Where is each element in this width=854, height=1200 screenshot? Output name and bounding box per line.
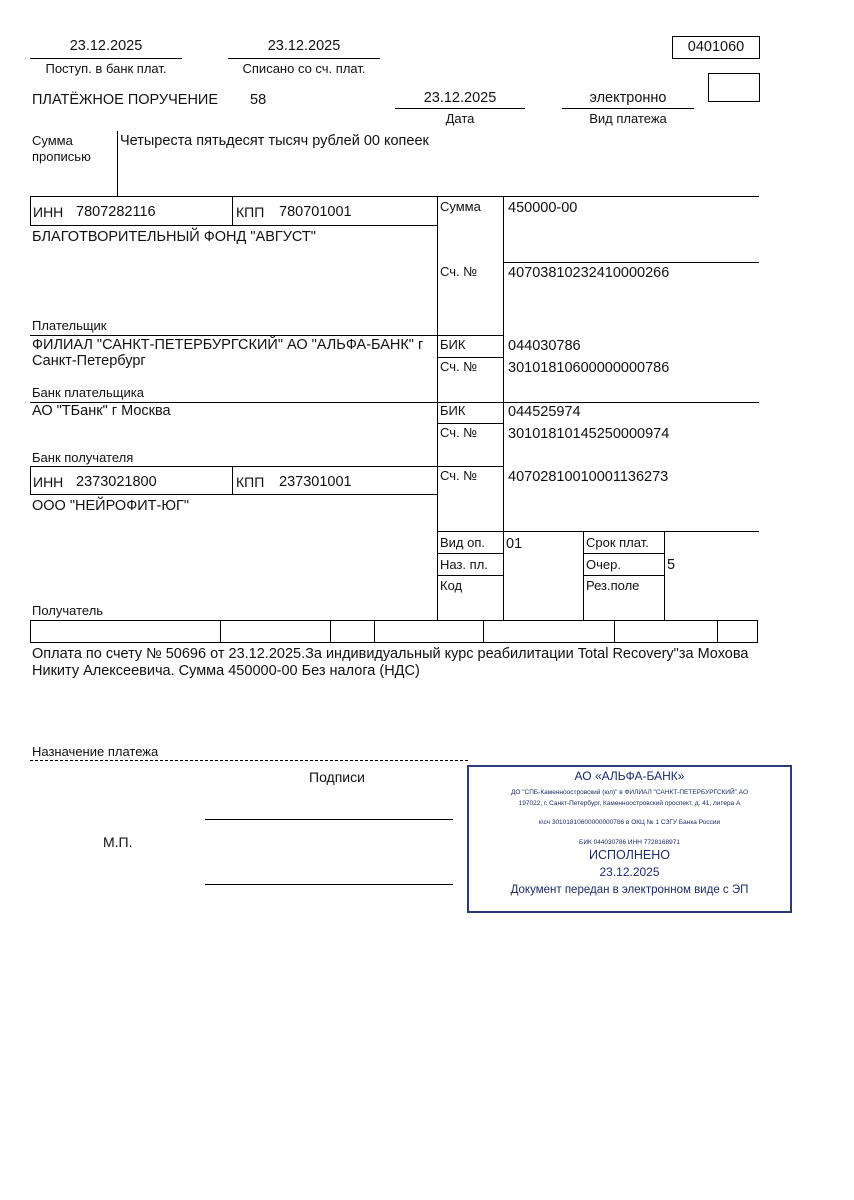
payee-kpp-label: КПП	[236, 474, 265, 490]
grid-line	[30, 466, 31, 495]
stamp-branch-line-2: 197022, г. Санкт-Петербург, Каменноостровский проспект, д. 41, литера А	[518, 800, 741, 807]
grid-line	[437, 553, 503, 554]
order-date: 23.12.2025	[423, 90, 497, 106]
payee-account-label: Сч. №	[440, 468, 478, 483]
document-title: ПЛАТЁЖНОЕ ПОРУЧЕНИЕ	[32, 92, 219, 108]
payer-inn: 7807282116	[76, 204, 156, 220]
payer-kpp-label: КПП	[236, 204, 265, 220]
grid-line	[437, 196, 438, 620]
received-date: 23.12.2025	[69, 38, 143, 54]
purpose-code-label: Наз. пл.	[440, 557, 488, 572]
grid-line	[232, 196, 233, 226]
payee-bank-name: АО "ТБанк" г Москва	[32, 403, 171, 419]
grid-line	[220, 620, 221, 643]
status-code-box	[708, 73, 760, 102]
payee-name: ООО "НЕЙРОФИТ-ЮГ"	[32, 498, 189, 514]
grid-line	[503, 262, 759, 263]
grid-line	[437, 357, 503, 358]
priority-value: 5	[667, 557, 676, 573]
payer-label: Плательщик	[32, 318, 107, 333]
code-label: Код	[440, 578, 463, 593]
stamp-account-line: к\сч 30101810600000000786 в ОКЦ № 1 СЗГУ Банка России	[538, 819, 721, 826]
grid-line	[664, 531, 665, 620]
grid-line	[30, 335, 503, 336]
payee-inn: 2373021800	[76, 474, 157, 490]
debited-date: 23.12.2025	[267, 38, 341, 54]
form-code: 0401060	[672, 36, 760, 59]
signature-line-1	[205, 819, 453, 820]
grid-line	[30, 196, 759, 197]
purpose-label: Назначение платежа	[32, 744, 159, 759]
grid-line	[30, 196, 31, 226]
grid-line	[614, 620, 615, 643]
grid-line	[330, 620, 331, 643]
grid-line	[374, 620, 375, 643]
amount-words-value: Четыреста пятьдесят тысяч рублей 00 копеек	[120, 133, 429, 149]
stamp-date: 23.12.2025	[599, 865, 660, 879]
payment-type: электронно	[589, 90, 667, 106]
due-label: Срок плат.	[586, 535, 649, 550]
payer-bank-account-label: Сч. №	[440, 359, 478, 374]
payer-kpp: 780701001	[279, 204, 352, 220]
received-label: Поступ. в банк плат.	[45, 61, 167, 76]
payer-account-label: Сч. №	[440, 264, 478, 279]
signature-line-2	[205, 884, 453, 885]
op-type-value: 01	[506, 536, 523, 552]
payee-kpp: 237301001	[279, 474, 352, 490]
grid-line	[30, 494, 437, 495]
divider	[30, 58, 182, 59]
signatures-label: Подписи	[309, 769, 365, 785]
stamp-status: ИСПОЛНЕНО	[589, 848, 670, 862]
payer-bank-account: 30101810600000000786	[508, 360, 670, 376]
grid-line	[717, 620, 718, 643]
payment-type-label: Вид платежа	[589, 111, 667, 126]
order-date-label: Дата	[445, 111, 475, 126]
stamp-bank-name: АО «АЛЬФА-БАНК»	[574, 769, 685, 783]
debited-label: Списано со сч. плат.	[242, 61, 366, 76]
payee-inn-label: ИНН	[33, 474, 64, 490]
payer-bank-name-1: ФИЛИАЛ "САНКТ-ПЕТЕРБУРГСКИЙ" АО "АЛЬФА-БАНК" г	[32, 337, 424, 353]
payer-account: 40703810232410000266	[508, 265, 670, 281]
payer-name: БЛАГОТВОРИТЕЛЬНЫЙ ФОНД "АВГУСТ"	[32, 229, 316, 245]
tax-fields-row	[30, 620, 758, 643]
payer-inn-label: ИНН	[33, 204, 64, 220]
amount-words-label-1: Сумма	[32, 133, 73, 148]
sum-label: Сумма	[440, 199, 481, 214]
purpose-line-2: Никиту Алексеевича. Сумма 450000-00 Без налога (НДС)	[32, 663, 420, 679]
payee-bank-account: 30101810145250000974	[508, 426, 670, 442]
payer-bank-bik: 044030786	[508, 338, 581, 354]
divider	[228, 58, 380, 59]
payee-account: 40702810010001136273	[508, 469, 669, 485]
payee-bank-bik: 044525974	[508, 404, 581, 420]
priority-label: Очер.	[586, 557, 621, 572]
payee-bank-bik-label: БИК	[440, 403, 466, 418]
payee-bank-account-label: Сч. №	[440, 425, 478, 440]
stamp-bik-line: БИК 044030786 ИНН 7728168971	[579, 839, 680, 846]
divider	[395, 108, 525, 109]
amount-words-label-2: прописью	[32, 149, 91, 164]
grid-line	[30, 466, 503, 467]
grid-line	[437, 575, 503, 576]
payer-bank-label: Банк плательщика	[32, 385, 144, 400]
grid-line	[30, 225, 437, 226]
order-number: 58	[250, 92, 267, 108]
stamp-branch-line-1: ДО "СПБ-Каменноостровский (юл)" в ФИЛИАЛ "САНКТ-ПЕТЕРБУРГСКИЙ" АО	[510, 789, 749, 796]
grid-line	[232, 466, 233, 495]
grid-line	[583, 575, 664, 576]
payee-bank-label: Банк получателя	[32, 450, 134, 465]
grid-line	[437, 531, 759, 532]
op-type-label: Вид оп.	[440, 535, 486, 550]
grid-line	[437, 423, 503, 424]
grid-line	[483, 620, 484, 643]
divider	[562, 108, 694, 109]
bank-stamp	[467, 765, 792, 913]
payer-bank-bik-label: БИК	[440, 337, 466, 352]
grid-line	[583, 553, 664, 554]
purpose-divider	[30, 760, 468, 761]
seal-label: М.П.	[103, 834, 133, 850]
stamp-note: Документ передан в электронном виде с ЭП	[510, 884, 749, 896]
payee-label: Получатель	[32, 603, 104, 618]
purpose-line-1: Оплата по счету № 50696 от 23.12.2025.За индивидуальный курс реабилитации Total Recovery"за Мохова	[32, 646, 749, 662]
sum-value: 450000-00	[508, 200, 578, 216]
divider	[117, 131, 118, 196]
reserve-label: Рез.поле	[586, 578, 640, 593]
payer-bank-name-2: Санкт-Петербург	[32, 353, 146, 369]
grid-line	[503, 196, 504, 620]
